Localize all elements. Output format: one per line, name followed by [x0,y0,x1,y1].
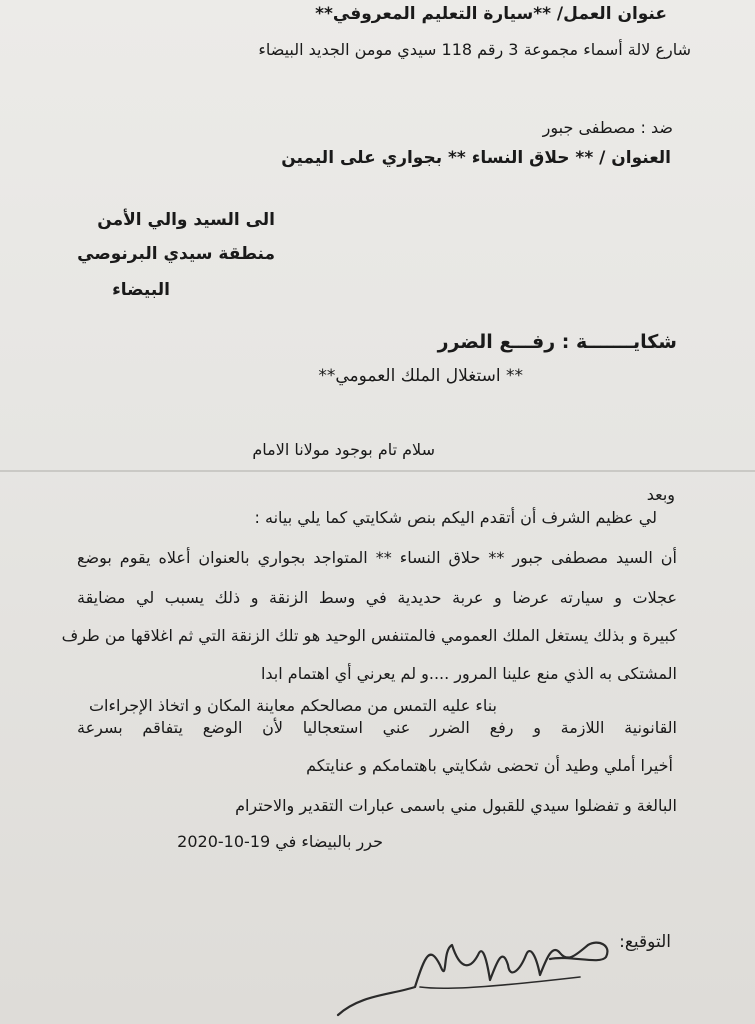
defendant-name: ضد : مصطفى جبور [542,118,673,137]
greeting: سلام تام بوجود مولانا الامام [252,440,435,459]
paper-fold [0,470,755,472]
recipient-line-3: البيضاء [112,280,170,300]
body-line-2: لي عظيم الشرف أن أتقدم اليكم بنص شكايتي كما يلي بيانه : [254,508,657,527]
recipient-line-1: الى السيد والي الأمن [97,210,275,230]
handwritten-signature [330,925,620,1024]
signature-label: التوقيع: [619,932,671,952]
body-line-5: كبيرة و بذلك يستغل الملك العمومي فالمتنفس الوحيد هو تلك الزنقة التي ثم اغلاقها من طرف [61,626,677,645]
sender-work-address: عنوان العمل/ **سيارة التعليم المعروفي** [315,4,667,24]
sender-street-address: شارع لالة أسماء مجموعة 3 رقم 118 سيدي مومن الجديد البيضاء [258,40,691,59]
body-line-7: بناء عليه التمس من مصالحكم معاينة المكان و اتخاذ الإجراءات [88,696,497,715]
body-line-9: أخيرا أملي وطيد أن تحضى شكايتي باهتمامكم و عنايتكم [306,756,673,775]
body-line-4: عجلات و سيارته عرضا و عربة حديدية في وسط الزنقة و ذلك يسبب لي مضايقة [77,588,677,607]
body-line-1: وبعد [646,485,675,504]
date-line: حرر بالبيضاء في 19-10-2020 [177,832,383,851]
recipient-line-2: منطقة سيدي البرنوصي [77,244,275,264]
defendant-address: العنوان / ** حلاق النساء ** بجواري على اليمين [281,148,671,168]
body-line-6: المشتكى به الذي منع علينا المرور ....و لم يعرني أي اهتمام ابدا [260,664,677,683]
body-line-3: أن السيد مصطفى جبور ** حلاق النساء ** المتواجد بجواري بالعنوان أعلاه يقوم بوضع [77,548,677,567]
body-line-8: القانونية اللازمة و رفع الضرر عني استعجاليا لأن الوضع يتفاقم بسرعة [77,718,677,737]
body-line-10: البالغة و تفضلوا سيدي للقبول مني باسمى عبارات التقدير والاحترام [235,796,677,815]
subject-title: شكايـــــــة : رفـــع الضرر [437,331,677,353]
subject-detail: ** استغلال الملك العمومي** [318,366,523,386]
